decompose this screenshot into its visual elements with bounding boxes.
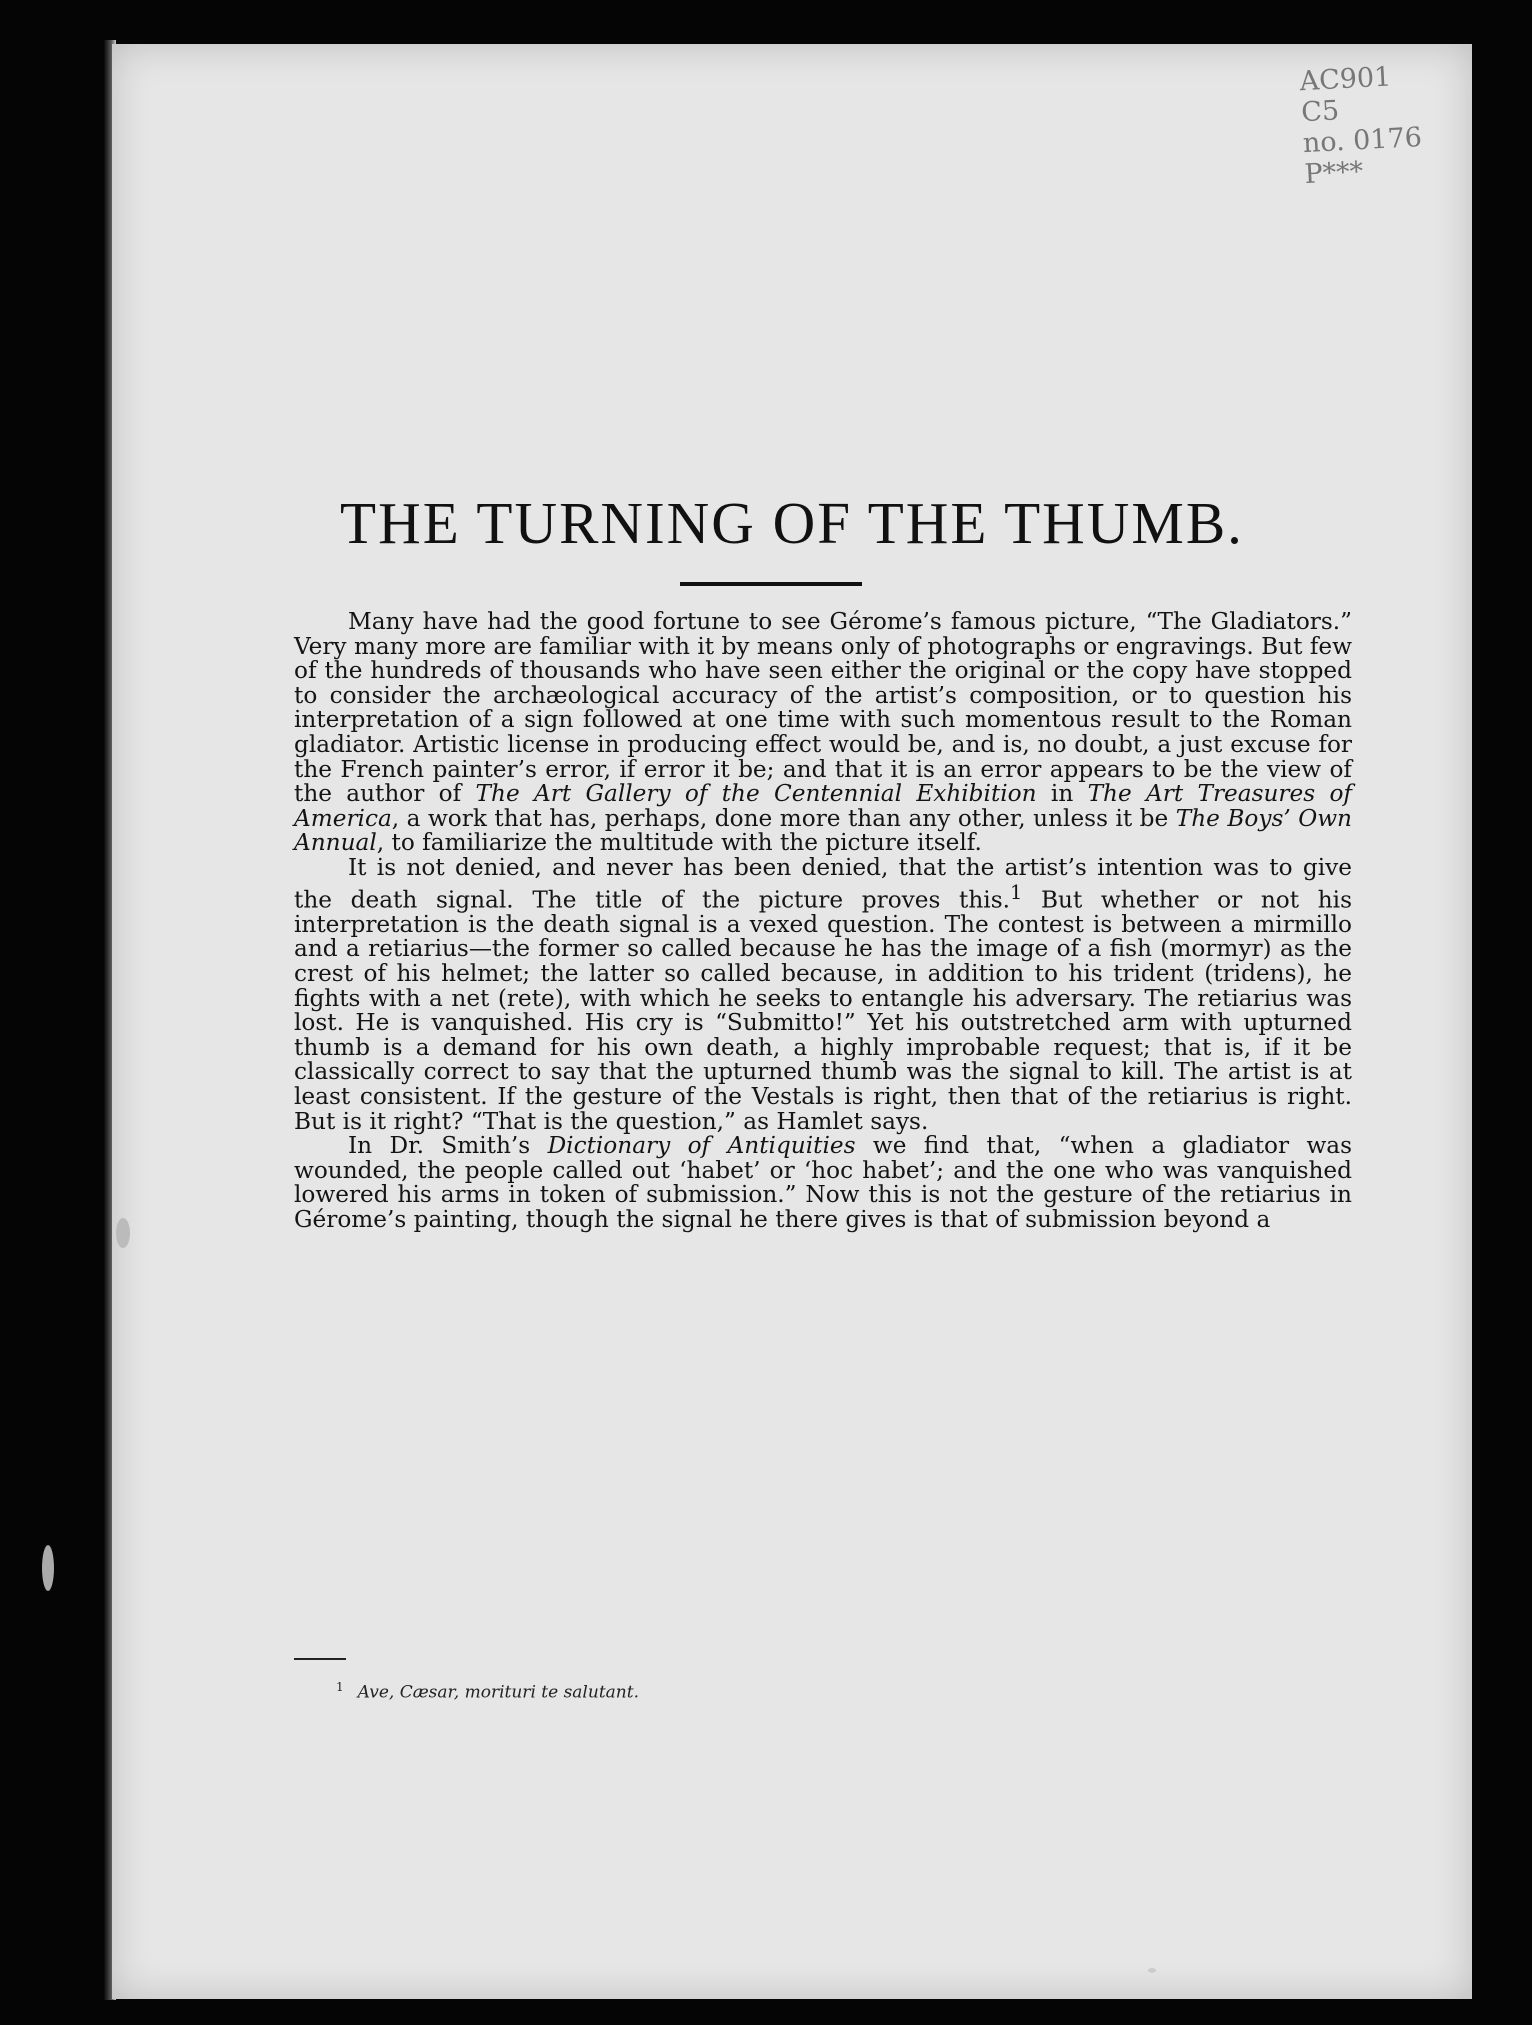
call-number-line: C5 xyxy=(1300,95,1340,129)
italic-title-text: Dictionary of Antiquities xyxy=(547,1132,856,1160)
document-page xyxy=(112,44,1472,1999)
paragraph-text: we find that, “when a gladiator was wounded, the people called out ‘habet’ or ‘hoc habet’; and the one who was vanquished lowered his arms in token of submission.” Now this is not the gesture of the retiarius in Gérome’s painting, though the signal he there gives is that of submission beyond a xyxy=(294,1132,1353,1233)
footnote-rule xyxy=(294,1658,346,1660)
paragraph-text: in xyxy=(1036,780,1088,808)
paragraph-text: Many have had the good fortune to see Gérome’s famous picture, “The Gladiators.” Very many more are familiar with it by means only of photographs or engravings. But few of the hundreds of thousands who have seen either the original or the copy have stopped to consider the archæological accuracy of the artist’s composition, or to question his interpretation of a sign followed at one time with such momentous result to the Roman gladiator. Artistic license in producing effect would be, and is, no doubt, a just excuse for the French painter’s error, if error it be; and that it is an error appears to be the view of the author of xyxy=(294,608,1352,808)
body-paragraph xyxy=(294,1134,1352,1232)
paragraph-text: , to familiarize the multitude with the picture itself. xyxy=(376,829,982,857)
italic-title-text: The Boys’ Own Annual xyxy=(294,804,1352,857)
footnote-marker: 1 xyxy=(336,1680,344,1694)
body-paragraph xyxy=(294,853,1352,1135)
paragraph-text: But whether or not his interpretation is the death signal is a vexed question. The contest is between a mirmillo and a retiarius—the former so called because he has the image of a fish (mormyr) as the crest of his helmet; the latter so called because, in addition to his trident (tridens), he fights with a net (rete), with which he seeks to entangle his adversary. The retiarius was lost. He is vanquished. His cry is “Submitto!” Yet his outstretched arm with upturned thumb is a demand for his own death, a highly improbable request; that is, if it be classically correct to say that the upturned thumb was the signal to kill. The artist is at least consistent. If the gesture of the Vestals is right, then that of the retiarius is right. But is it right? “That is the question,” as Hamlet says. xyxy=(294,886,1352,1135)
body-paragraph xyxy=(294,610,1352,856)
footnote-text: Ave, Cæsar, morituri te salutant. xyxy=(357,1682,639,1703)
call-number-line: no. 0176 xyxy=(1302,121,1423,160)
article-body xyxy=(294,610,1352,1233)
paragraph-text: In Dr. Smith’s xyxy=(348,1132,548,1160)
call-number-annotation xyxy=(1299,58,1465,190)
call-number-line: AC901 xyxy=(1298,61,1393,98)
film-speck xyxy=(116,1218,130,1248)
footnote xyxy=(336,1680,639,1703)
title-rule xyxy=(680,582,862,586)
paragraph-text: , a work that has, perhaps, done more than any other, unless it be xyxy=(391,804,1176,832)
call-number-line: P*** xyxy=(1303,156,1364,191)
italic-title-text: The Art Gallery of the Centennial Exhibition xyxy=(475,780,1037,808)
film-speck xyxy=(1148,1968,1156,1973)
italic-title-text: The Art Treasures of America xyxy=(294,780,1353,832)
film-speck xyxy=(42,1545,54,1591)
page-title: THE TURNING OF THE THUMB. xyxy=(340,490,1244,556)
footnote-reference: 1 xyxy=(1010,880,1023,904)
paragraph-text: It is not denied, and never has been denied, that the artist’s intention was to give the death signal. The title of the picture proves this. xyxy=(294,853,1352,914)
